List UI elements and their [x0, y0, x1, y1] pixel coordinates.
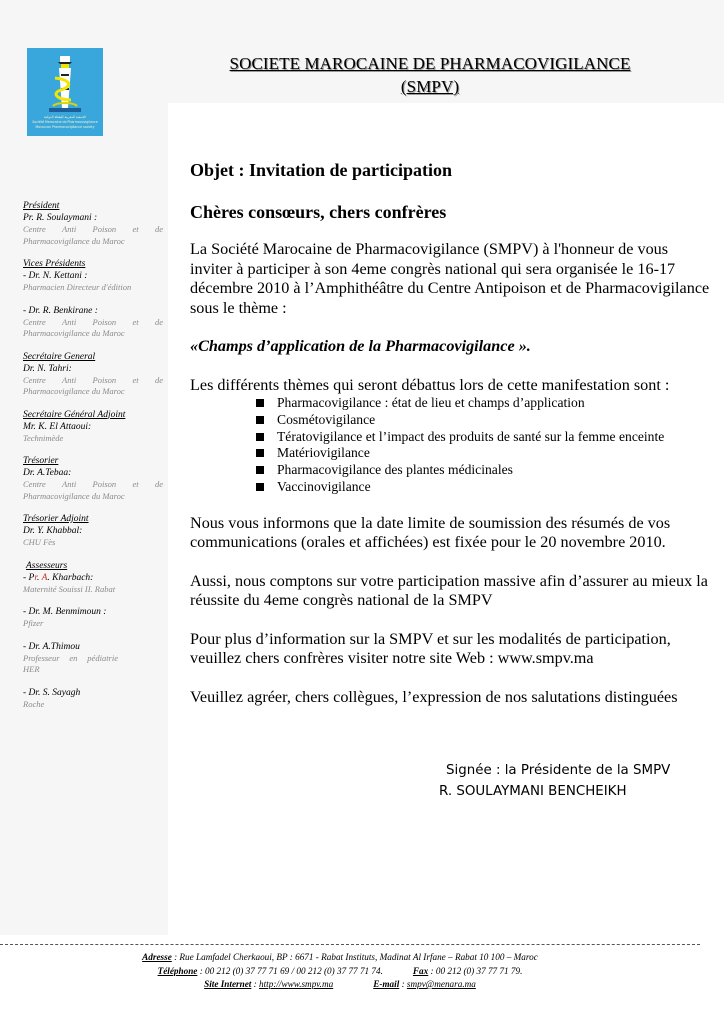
board-name: Dr. N. Tahri:: [23, 363, 72, 374]
organization-title: [190, 52, 670, 98]
email-label: E-mail: [373, 979, 400, 989]
board-affiliation: Technimède: [23, 432, 64, 443]
footer-address: [0, 951, 680, 965]
board-name: - Dr. N. Kettani :: [23, 271, 88, 281]
board-name-part: .: [37, 572, 42, 583]
themes-list: [190, 395, 710, 496]
fax-label: Fax: [412, 965, 429, 976]
list-item: [254, 462, 710, 479]
board-role: Assesseurs: [26, 560, 68, 571]
phone-value: : 00 212 (0) 37 77 71 69 / 00 212 (0) 37 77 71 74.: [197, 965, 383, 976]
board-affiliation: Pharmacien Directeur d'édition: [23, 282, 132, 292]
board-role: Secrétaire Général Adjoint: [23, 409, 126, 420]
board-entry: [23, 687, 163, 711]
signature-line: Signée : la Présidente de la SMPV: [446, 763, 671, 778]
board-entry: [23, 560, 163, 596]
board-role: Vices Présidents: [23, 259, 86, 269]
site-label: Site Internet: [204, 979, 252, 989]
address-value: : Rue Lamfadel Cherkaoui, BP : 6671 - Rabat Instituts, Madinat Al Irfane – Rabat 10 100 – Maroc: [171, 952, 538, 962]
board-affiliation: Centre Anti Poison et de Pharmacovigilance du Maroc: [23, 316, 163, 338]
board-entry: [23, 455, 163, 502]
board-affiliation: CHU Fès: [23, 537, 56, 547]
board-entry: [23, 258, 163, 294]
letter-salutation: Chères consœurs, chers confrères: [190, 202, 447, 222]
board-name: Pr. R. Soulaymani :: [23, 213, 98, 223]
closing-paragraph: Veuillez agréer, chers collègues, l’expression de nos salutations distinguées: [190, 687, 678, 706]
board-name: Dr. Y. Khabbal:: [23, 526, 83, 536]
board-name: [23, 572, 163, 584]
logo-caption-french: Société Marocaine de Pharmacovigilance: [32, 120, 98, 124]
address-label: Adresse: [142, 952, 172, 962]
title-line-2: (SMPV): [400, 77, 460, 96]
board-name-part: r: [34, 572, 37, 583]
footer: [0, 951, 680, 992]
list-item: [254, 429, 710, 446]
square-bullet-icon: [256, 433, 264, 441]
theme-label: Pharmacovigilance des plantes médicinales: [277, 462, 513, 478]
board-entry: [23, 305, 163, 340]
congress-theme: «Champs d’application de la Pharmacovigilance ».: [190, 337, 531, 355]
email-link[interactable]: smpv@menara.ma: [406, 979, 476, 989]
theme-label: Vaccinovigilance: [277, 478, 371, 494]
board-role: Trésorier Adjoint: [23, 514, 89, 524]
smpv-logo: [27, 48, 103, 136]
theme-label: Tératovigilance et l’impact des produits de santé sur la femme enceinte: [277, 428, 665, 444]
square-bullet-icon: [256, 483, 264, 491]
site-separator: :: [251, 979, 260, 989]
board-affiliation: Roche: [23, 698, 45, 709]
board-entry: [23, 513, 163, 549]
board-affiliation: Professeur en pédiatrie HER: [23, 652, 118, 674]
board-name: - Dr. S. Sayagh: [23, 687, 81, 698]
square-bullet-icon: [256, 449, 264, 457]
letter-body: [190, 158, 710, 707]
board-name: - Dr. A.Thimou: [23, 641, 80, 652]
logo-caption-english: Moroccan Pharmacovigilance society: [35, 125, 95, 129]
board-role: Président: [23, 201, 60, 211]
board-role: Secrétaire General: [23, 351, 96, 362]
board-role: Trésorier: [23, 456, 59, 466]
board-name: Mr. K. El Attaoui:: [23, 421, 92, 432]
logo-caption-arabic: الجمعية المغربية لليقظة الدوائية: [44, 115, 86, 119]
board-entry: [23, 200, 163, 247]
site-link[interactable]: http://www.smpv.ma: [259, 979, 334, 989]
list-item: [254, 479, 710, 496]
list-item: [254, 412, 710, 429]
board-name-part: - P: [23, 572, 35, 583]
letter-subject: Objet : Invitation de participation: [190, 160, 453, 180]
info-paragraph: Pour plus d’information sur la SMPV et sur les modalités de participation, veuillez chers confrères visiter notre site Web : www.smpv.ma: [190, 629, 671, 668]
board-name: Dr. A.Tebaa:: [23, 468, 72, 478]
list-item: [254, 395, 710, 412]
email-separator: :: [399, 979, 407, 989]
board-members: [23, 200, 163, 721]
themes-intro: Les différents thèmes qui seront débattus lors de cette manifestation sont :: [190, 375, 670, 394]
letter-intro: La Société Marocaine de Pharmacovigilance (SMPV) à l'honneur de vous inviter à participer à son 4eme congrès national qui sera organisée le 16-17 décembre 2010 à l’Amphithéâtre du Centre Antipoison et de Pharmacovigilance sous le thème :: [190, 240, 710, 317]
board-name: - Dr. M. Benmimoun :: [23, 607, 107, 617]
board-entry: [23, 641, 163, 676]
square-bullet-icon: [256, 399, 264, 407]
board-entry: [23, 409, 163, 445]
footer-contact: [0, 965, 680, 979]
square-bullet-icon: [256, 466, 264, 474]
theme-label: Matériovigilance: [277, 445, 370, 461]
participation-paragraph: Aussi, nous comptons sur votre participation massive afin d’assurer au mieux la réussite du 4eme congrès national de la SMPV: [190, 571, 708, 610]
board-entry: [23, 351, 163, 398]
phone-label: Téléphone: [157, 965, 198, 976]
square-bullet-icon: [256, 416, 264, 424]
fax-value: : 00 212 (0) 37 77 71 79.: [428, 965, 523, 976]
list-item: [254, 445, 710, 462]
title-line-1: SOCIETE MAROCAINE DE PHARMACOVIGILANCE: [229, 54, 631, 73]
footer-divider: [0, 944, 700, 945]
theme-label: Cosmétovigilance: [277, 411, 376, 427]
board-affiliation: Maternité Souissi II. Rabat: [23, 583, 116, 594]
board-affiliation: Centre Anti Poison et de Pharmacovigilance du Maroc: [23, 224, 163, 246]
deadline-paragraph: Nous vous informons que la date limite de soumission des résumés de vos communications (orales et affichées) est fixée pour le 20 novembre 2010.: [190, 513, 671, 552]
board-name-part: . Kharbach:: [47, 572, 94, 583]
board-entry: [23, 606, 163, 630]
board-affiliation: Centre Anti Poison et de Pharmacovigilance du Maroc: [23, 374, 163, 396]
board-affiliation: Centre Anti Poison et de Pharmacovigilance du Maroc: [23, 479, 163, 501]
board-affiliation: Pfizer: [23, 618, 44, 628]
signer-name: R. SOULAYMANI BENCHEIKH: [439, 784, 627, 799]
board-name-part: A: [41, 572, 48, 583]
theme-label: Pharmacovigilance : état de lieu et champs d’application: [277, 395, 585, 410]
footer-web: [0, 978, 680, 992]
board-name: - Dr. R. Benkirane :: [23, 305, 98, 316]
